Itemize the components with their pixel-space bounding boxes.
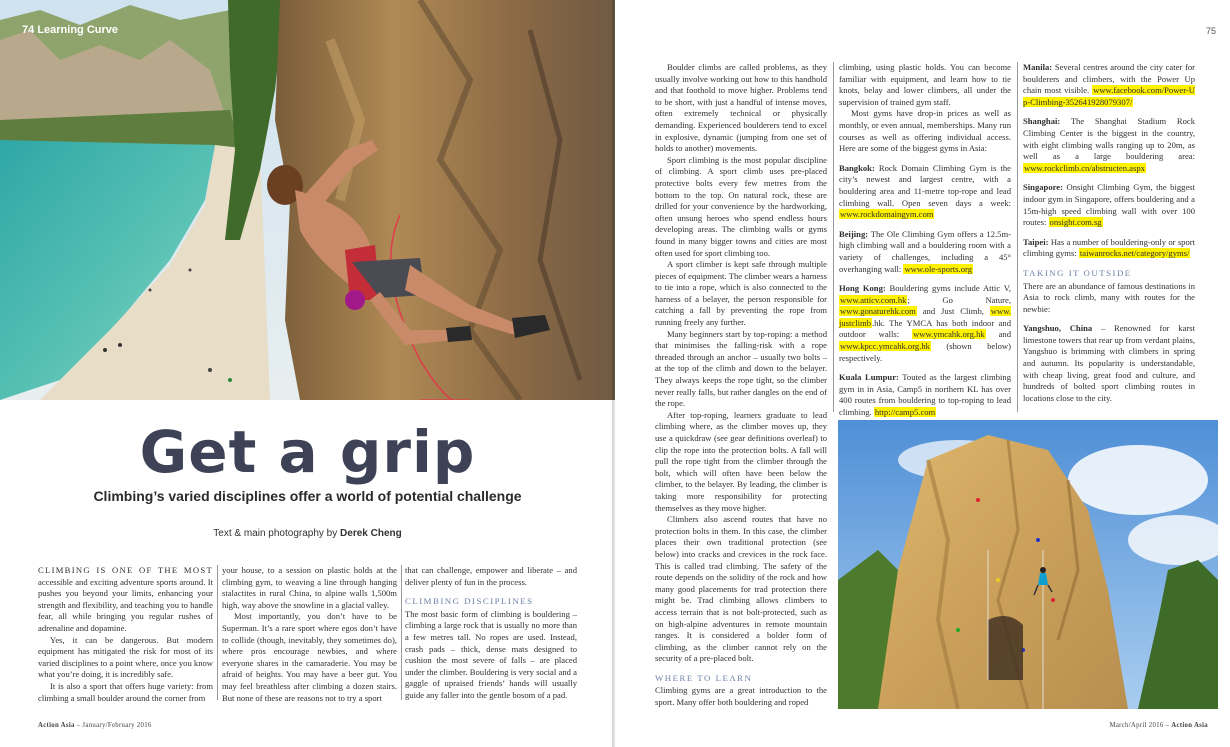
gym-text: (shown below) respectively.: [839, 341, 1011, 363]
column-divider: [833, 62, 834, 412]
gym-link[interactable]: www.atticv.com.hk: [840, 294, 907, 305]
gym-text: Has a number of bouldering-only or sport climbing gyms:: [1023, 236, 1196, 259]
section-heading: WHERE TO LEARN: [655, 672, 753, 683]
footer-brand: Action Asia: [38, 722, 75, 729]
gym-text: ; Go Nature,: [907, 294, 1011, 305]
text-column-2: [222, 565, 397, 704]
gym-link[interactable]: www.ole-sports.org: [904, 263, 973, 274]
page-folio: [22, 24, 118, 36]
gym-link[interactable]: www.rockclimb.cn/abstructen.aspx: [1024, 162, 1145, 173]
text-column-b: [839, 62, 1011, 419]
gym-link[interactable]: www.kpcc.ymcahk.org.hk: [840, 341, 930, 352]
city-name: Beijing:: [839, 228, 869, 239]
paragraph: The most basic form of climbing is bouldering – climbing a large rock that is usually no more than a few metres tall. No ropes are used. Instead, crash pads – thick, dense mats designed to cushion the most severe of falls – are placed under the climber. Bouldering is very social and a gaggle of upraised friends’ hands will usually guide any faller into the gentle bosom of a pad.: [405, 608, 577, 700]
gym-link[interactable]: taiwanrocks.net/category/gyms/: [1079, 248, 1190, 259]
gym-text: .hk. The YMCA has both indoor and outdoor walls:: [839, 317, 1011, 340]
gym-text: Touted as the largest climbing gym in in Asia, Camp5 in northern KL has over 400 routes from bouldering to top-roping to lead climbing.: [839, 372, 1012, 418]
paragraph: that can challenge, empower and liberate – and deliver plenty of fun in the process.: [405, 565, 577, 587]
city-name: Taipei:: [1023, 236, 1049, 247]
paragraph: Boulder climbs are called problems, as they usually involve working out how to this handhold and that foothold to move higher. Problems tend to be short, with just a handful of intense moves, often extremely technical or physically demanding. Experienced boulderers tend to excel in explosive, dynamic (jumping from one set of holds to another) movements.: [655, 62, 827, 154]
gym-link[interactable]: www.facebook.com/Power-Up-Climbing-352641928079307/: [1023, 85, 1195, 107]
gym-text: The Shanghai Stadium Rock Climbing Center is the biggest in the country, with eight climbing walls ranging up to 20m, as well as a large bouldering area:: [1023, 116, 1196, 162]
gym-entry-beijing: [839, 229, 1011, 275]
paragraph: It is also a sport that offers huge variety: from climbing a small boulder around the corner from: [38, 680, 213, 703]
gym-link[interactable]: www.rockdomaingym.com: [840, 209, 934, 220]
paragraph: climbing, using plastic holds. You can become familiar with equipment, and learn how to tie knots, belay and lower climbers, all under the supervision of trained gym staff.: [839, 62, 1011, 107]
city-name: Hong Kong:: [839, 283, 886, 294]
city-name: Kuala Lumpur:: [839, 372, 899, 383]
article-headline: Get a grip: [139, 418, 476, 486]
text-column-1: [38, 565, 213, 704]
gym-entry-bangkok: [839, 163, 1011, 221]
gym-link[interactable]: www.ymcahk.org.hk: [913, 329, 985, 340]
gym-text: Rock Domain Climbing Gym is the city’s newest and largest centre, with a bouldering area and 11-metre top-rope and lead climbing wall. Open seven days a week:: [839, 162, 1011, 208]
gym-entry-kuala-lumpur: [839, 372, 1011, 418]
paragraph: Many beginners start by top-roping: a method that minimises the falling-risk with a rope threaded through an anchor – usually two bolts – at the top of the climb and down to the belayer. They always keeps the rope tight, so the climber never really falls, but rather dangles on the end of the rope.: [655, 328, 827, 409]
gym-text: Onsight Climbing Gym, the biggest indoor gym in Singapore, offers bouldering and a 15m-high speed climbing wall with over 100 routes:: [1023, 182, 1195, 228]
page-number: 74: [22, 24, 35, 36]
page-number: 75: [1205, 26, 1216, 36]
paragraph: Yes, it can be dangerous. But modern equipment has mitigated the risk for most of its varied disciplines to a point where, once you know what you’re doing, it is incredibly safe.: [38, 634, 213, 680]
climber-photo: [0, 0, 615, 400]
gym-link[interactable]: www.gonaturehk.com: [840, 306, 916, 317]
paragraph: There are an abundance of famous destinations in Asia to rock climb, many with routes for the newbie:: [1023, 280, 1195, 314]
gym-entry-shanghai: [1023, 116, 1195, 174]
paragraph: Climbers also ascend routes that have no protection bolts in them. In this case, the climber places their own traditional protection (see below) into cracks and crevices in the rock face. This is called trad climbing. The safety of the route depends on the solidity of the rock and how many good placements for trad protection there might be. Trad climbing allows climbers to access terrain that is not bolt-protected, such as on high-alpine adventures in remote mountain ranges. It is considered a bolder form of climbing, as the climber cannot rely on the security of a pre-placed bolt.: [655, 514, 827, 664]
climbing-wall-photo: [838, 420, 1218, 709]
paragraph: Climbing gyms are a great introduction to the sport. Many offer both bouldering and roped: [655, 685, 827, 708]
city-name: Bangkok:: [839, 162, 875, 173]
intro-paragraph: [38, 565, 213, 635]
intro-lead: CLIMBING IS ONE OF THE MOST: [38, 565, 213, 575]
paragraph: After top-roping, learners graduate to lead climbing where, as the climber moves up, they use a quickdraw (see gear definitions overleaf) to clip the rope into the protection bolts. A fall will pull the rope tight from the climber through the bolt, which will often have been below the climber, to the belayer. By leading, the climber is taking more responsibility for protecting themselves as they move higher.: [655, 409, 827, 513]
section-heading: CLIMBING DISCIPLINES: [405, 596, 534, 607]
text-column-c: [1023, 62, 1195, 404]
credit-author: Derek Cheng: [340, 528, 402, 539]
gym-link[interactable]: http://camp5.com: [874, 407, 936, 418]
paragraph: Most gyms have drop-in prices as well as monthly, or even annual, memberships. Many run courses as well as offering individual access. Here are some of the biggest gyms in Asia:: [839, 108, 1011, 154]
column-divider: [1017, 62, 1018, 412]
city-name: Shanghai:: [1023, 116, 1061, 127]
city-name: Manila:: [1023, 62, 1053, 72]
text-column-3: [405, 565, 577, 702]
paragraph: A sport climber is kept safe through multiple pieces of equipment. The climber wears a harness to tie into a rope, which is also connected to the harness of a belayer, the person responsible for catching a fall by preventing the rope from running freely any further.: [655, 259, 827, 328]
right-page: [615, 0, 1230, 747]
climber-photo-illustration: [0, 0, 615, 400]
right-footer: [1110, 722, 1209, 729]
section-title: Learning Curve: [37, 24, 118, 36]
city-name: Yangshuo, China: [1023, 323, 1093, 334]
gym-text: and: [998, 329, 1011, 340]
destination-yangshuo: [1023, 323, 1195, 404]
left-footer: [38, 722, 152, 729]
footer-issue: – January/February 2016: [76, 722, 152, 729]
gym-entry-hongkong: [839, 283, 1011, 364]
footer-issue: March/April 2016 –: [1109, 722, 1170, 729]
gym-text: Several centres around the city cater for boulderers and climbers, with the Power Up chain most visible.: [1023, 62, 1195, 96]
credit-prefix: Text & main photography by: [213, 528, 338, 539]
destination-text: – Renowned for karst limestone towers that rear up from verdant plains, Yangshuo is brimming with climbers in spring and autumn. Its popularity is understandable, with cheap living, great food and culture, and hundreds of bolted sport climbing routes in locations close to the city.: [1023, 323, 1195, 403]
column-divider: [217, 565, 218, 700]
gym-link[interactable]: www. justclimb: [839, 306, 1011, 328]
section-heading: TAKING IT OUTSIDE: [1023, 267, 1132, 278]
article-subhead: Climbing’s varied disciplines offer a world of potential challenge: [93, 488, 522, 504]
gym-entry-taipei: [1023, 237, 1195, 260]
gym-text: The Ole Climbing Gym offers a 12.5m-high climbing wall and a bouldering room with a variety of challenges, including a 45° overhanging wall:: [839, 228, 1011, 274]
gym-text: Bouldering gyms include Attic V,: [889, 283, 1011, 294]
city-name: Singapore:: [1023, 182, 1063, 193]
climbing-wall-illustration: [838, 420, 1218, 709]
column-divider: [401, 565, 402, 700]
paragraph: Most importantly, you don’t have to be Superman. It’s a rare sport where egos don’t have to collide (though, inevitably, they sometimes do), where pros encourage newbies, and where everyone shares in the camaraderie. You may be afraid of heights. You may have a beer gut. You may feel breathless after climbing a dozen stairs. But none of these are reasons not to try a sport: [222, 611, 397, 703]
article-credit: [0, 528, 615, 539]
text-column-a: [655, 62, 827, 709]
gym-link[interactable]: onsight.com.sg: [1049, 217, 1102, 228]
gym-entry-manila: [1023, 62, 1195, 108]
gym-text: and Just Climb,: [922, 306, 984, 317]
paragraph: your house, to a session on plastic holds at the climbing gym, to weaving a line through hanging stalactites in rural China, to alpine walls 1,500m high, way above the snowline in a glacial valley.: [222, 565, 397, 610]
footer-brand: Action Asia: [1171, 722, 1208, 729]
intro-rest: accessible and exciting adventure sports around. It pushes you beyond your limits, enhancing your strength and flexibility, and teaching you to handle fear, all while bringing you regular rushes of adrenaline and dopamine.: [38, 576, 213, 633]
paragraph: Sport climbing is the most popular discipline of climbing. A sport climb uses pre-placed protective bolts every few metres from the bottom to the top. On natural rock, these are drilled for your convenience by the hardworking, often unsung heroes who spend endless hours developing areas. The climbing walls or gyms found in many bigger towns and cities are most often used for sport climbing too.: [655, 154, 827, 258]
gym-entry-singapore: [1023, 182, 1195, 228]
